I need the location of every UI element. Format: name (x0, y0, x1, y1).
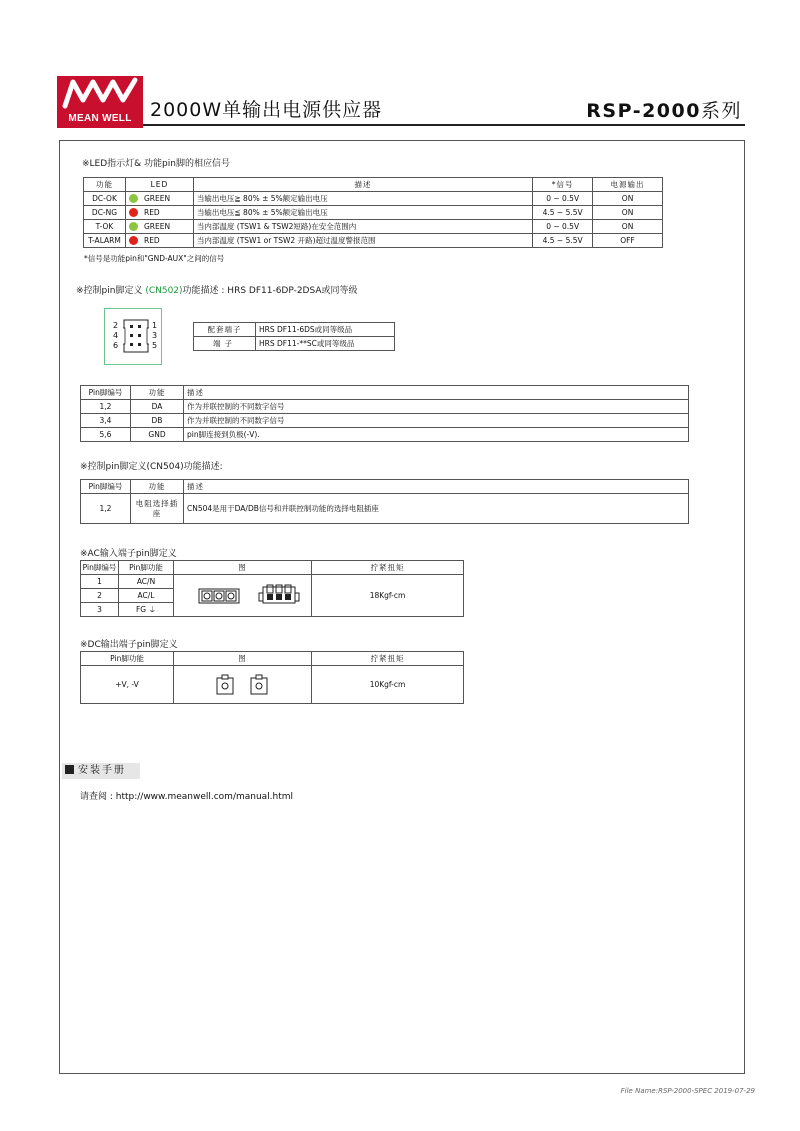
led-table (83, 177, 663, 248)
col-header: 拧紧扭矩 (312, 652, 464, 666)
pin-label: 2 (113, 321, 119, 330)
cn504-pin-table (80, 479, 689, 524)
table-row (84, 220, 663, 234)
header-divider (143, 124, 745, 126)
cn502-heading (76, 283, 358, 296)
table-row (84, 192, 663, 206)
pin-cell: 1,2 (81, 400, 131, 414)
torque-cell: 18Kgf-cm (312, 575, 464, 617)
output-cell: OFF (593, 234, 663, 248)
led-label: GREEN (143, 221, 171, 231)
col-header: 图 (174, 652, 312, 666)
col-header: 描述 (184, 386, 689, 400)
led-label: GREEN (143, 193, 171, 203)
led-cell (125, 234, 193, 248)
dc-terminal-icon (213, 671, 273, 697)
output-cell: ON (593, 220, 663, 234)
table-row (81, 400, 689, 414)
ac-table-header (81, 561, 464, 575)
func-cell: DC-NG (84, 206, 126, 220)
led-table-header (84, 178, 663, 192)
func-cell: GND (131, 428, 184, 442)
desc-cell: 作为并联控制的不同数字信号 (184, 414, 689, 428)
cn502-pin-table (80, 385, 689, 442)
led-indicator-icon (129, 208, 138, 217)
col-header: Pin脚编号 (81, 561, 119, 575)
output-cell: ON (593, 192, 663, 206)
ac-heading: ※AC输入端子pin脚定义 (80, 549, 177, 559)
square-bullet-icon (65, 765, 74, 774)
output-cell: ON (593, 206, 663, 220)
model-title (586, 96, 742, 123)
table-row (81, 494, 689, 524)
pin-cell: 2 (81, 589, 119, 603)
ac-terminal-icon (183, 581, 303, 609)
col-header: Pin脚编号 (81, 480, 131, 494)
table-row (84, 234, 663, 248)
desc-cell: 作为并联控制的不同数字信号 (184, 400, 689, 414)
desc-cell: pin脚连接到负极(-V). (184, 428, 689, 442)
func-cell: 电阻选择插座 (131, 494, 184, 524)
led-label: RED (143, 235, 160, 245)
col-header: Pin脚功能 (119, 561, 174, 575)
table-row (81, 428, 689, 442)
model-number: RSP-2000 (586, 100, 701, 122)
desc-cell: CN504是用于DA/DB信号和并联控制功能的选择电阻插座 (184, 494, 689, 524)
pin-labels-left (113, 321, 118, 351)
col-header: LED (125, 178, 193, 192)
led-note: *信号是功能pin和"GND-AUX"之间的信号 (84, 254, 225, 263)
func-cell: T-ALARM (84, 234, 126, 248)
func-cell: DA (131, 400, 184, 414)
pin-label: 5 (152, 341, 158, 350)
signal-cell: 0 ~ 0.5V (533, 192, 593, 206)
mating-table (193, 322, 395, 351)
cn502-table-header (81, 386, 689, 400)
led-cell (125, 220, 193, 234)
logo-text: MEAN WELL (68, 113, 132, 124)
table-row (84, 206, 663, 220)
dc-pin-table (80, 651, 464, 704)
col-header: 图 (174, 561, 312, 575)
led-cell (125, 192, 193, 206)
led-indicator-icon (129, 236, 138, 245)
pin-cell: 5,6 (81, 428, 131, 442)
signal-cell: 4.5 ~ 5.5V (533, 234, 593, 248)
model-series: 系列 (700, 100, 742, 122)
col-header: 功能 (131, 480, 184, 494)
mating-label: 配套端子 (194, 323, 256, 337)
cn504-heading: ※控制pin脚定义(CN504)功能描述: (80, 462, 223, 472)
led-section-heading: ※LED指示灯& 功能pin脚的相应信号 (82, 159, 230, 169)
led-cell (125, 206, 193, 220)
pin-cell: 3,4 (81, 414, 131, 428)
mating-value: HRS DF11-6DS或同等级品 (256, 323, 395, 337)
footer-file-info: File Name:RSP-2000-SPEC 2019-07-29 (620, 1087, 755, 1095)
cn504-table-header (81, 480, 689, 494)
dc-table-header (81, 652, 464, 666)
torque-cell: 10Kgf-cm (312, 666, 464, 704)
manual-link-line: 请查阅 : http://www.meanwell.com/manual.html (80, 792, 294, 802)
pin-cell: 1,2 (81, 494, 131, 524)
col-header: 拧紧扭矩 (312, 561, 464, 575)
meanwell-logo (57, 76, 143, 128)
dc-terminal-figure (174, 666, 312, 704)
led-indicator-icon (129, 222, 138, 231)
table-row (81, 414, 689, 428)
cn502-heading-suffix: 功能描述 : HRS DF11-6DP-2DSA或同等级 (182, 286, 358, 296)
manual-heading (62, 763, 140, 779)
ac-terminal-figure (174, 575, 312, 617)
col-header: *信号 (533, 178, 593, 192)
dc-heading: ※DC输出端子pin脚定义 (80, 640, 178, 650)
col-header: 描述 (193, 178, 532, 192)
mating-value: HRS DF11-**SC或同等级品 (256, 337, 395, 351)
func-cell: DC-OK (84, 192, 126, 206)
cn502-code: (CN502) (145, 286, 183, 296)
pin-labels-right (152, 321, 157, 351)
page-title: 2000W单输出电源供应器 (150, 99, 383, 121)
table-row (81, 575, 464, 589)
connector-socket-icon (123, 319, 149, 353)
func-cell: FG ⏚ (119, 603, 174, 617)
mw-logo-icon (57, 76, 143, 110)
ac-pin-table (80, 560, 464, 617)
desc-cell: 当输出电压≧ 80% ± 5%额定输出电压 (193, 192, 532, 206)
func-cell: AC/N (119, 575, 174, 589)
col-header: 功能 (131, 386, 184, 400)
col-header: Pin脚编号 (81, 386, 131, 400)
func-cell: AC/L (119, 589, 174, 603)
table-row (194, 323, 395, 337)
col-header: 描述 (184, 480, 689, 494)
manual-heading-text: 安装手册 (78, 765, 126, 776)
desc-cell: 当内部温度 (TSW1 or TSW2 开路)超过温度警报范围 (193, 234, 532, 248)
desc-cell: 当输出电压≦ 80% ± 5%额定输出电压 (193, 206, 532, 220)
func-cell: +V, -V (81, 666, 174, 704)
signal-cell: 0 ~ 0.5V (533, 220, 593, 234)
pin-cell: 3 (81, 603, 119, 617)
led-indicator-icon (129, 194, 138, 203)
cn502-heading-prefix: ※控制pin脚定义 (76, 286, 146, 296)
col-header: 电源输出 (593, 178, 663, 192)
pin-label: 6 (113, 341, 119, 350)
col-header: Pin脚功能 (81, 652, 174, 666)
col-header: 功能 (84, 178, 126, 192)
pin-label: 1 (152, 321, 158, 330)
func-cell: DB (131, 414, 184, 428)
signal-cell: 4.5 ~ 5.5V (533, 206, 593, 220)
led-label: RED (143, 207, 160, 217)
pin-cell: 1 (81, 575, 119, 589)
pin-label: 4 (113, 331, 119, 340)
table-row (81, 666, 464, 704)
desc-cell: 当内部温度 (TSW1 & TSW2短路)在安全范围内 (193, 220, 532, 234)
table-row (194, 337, 395, 351)
cn502-connector-diagram (104, 308, 162, 365)
mating-label: 端子 (194, 337, 256, 351)
pin-label: 3 (152, 331, 158, 340)
func-cell: T-OK (84, 220, 126, 234)
